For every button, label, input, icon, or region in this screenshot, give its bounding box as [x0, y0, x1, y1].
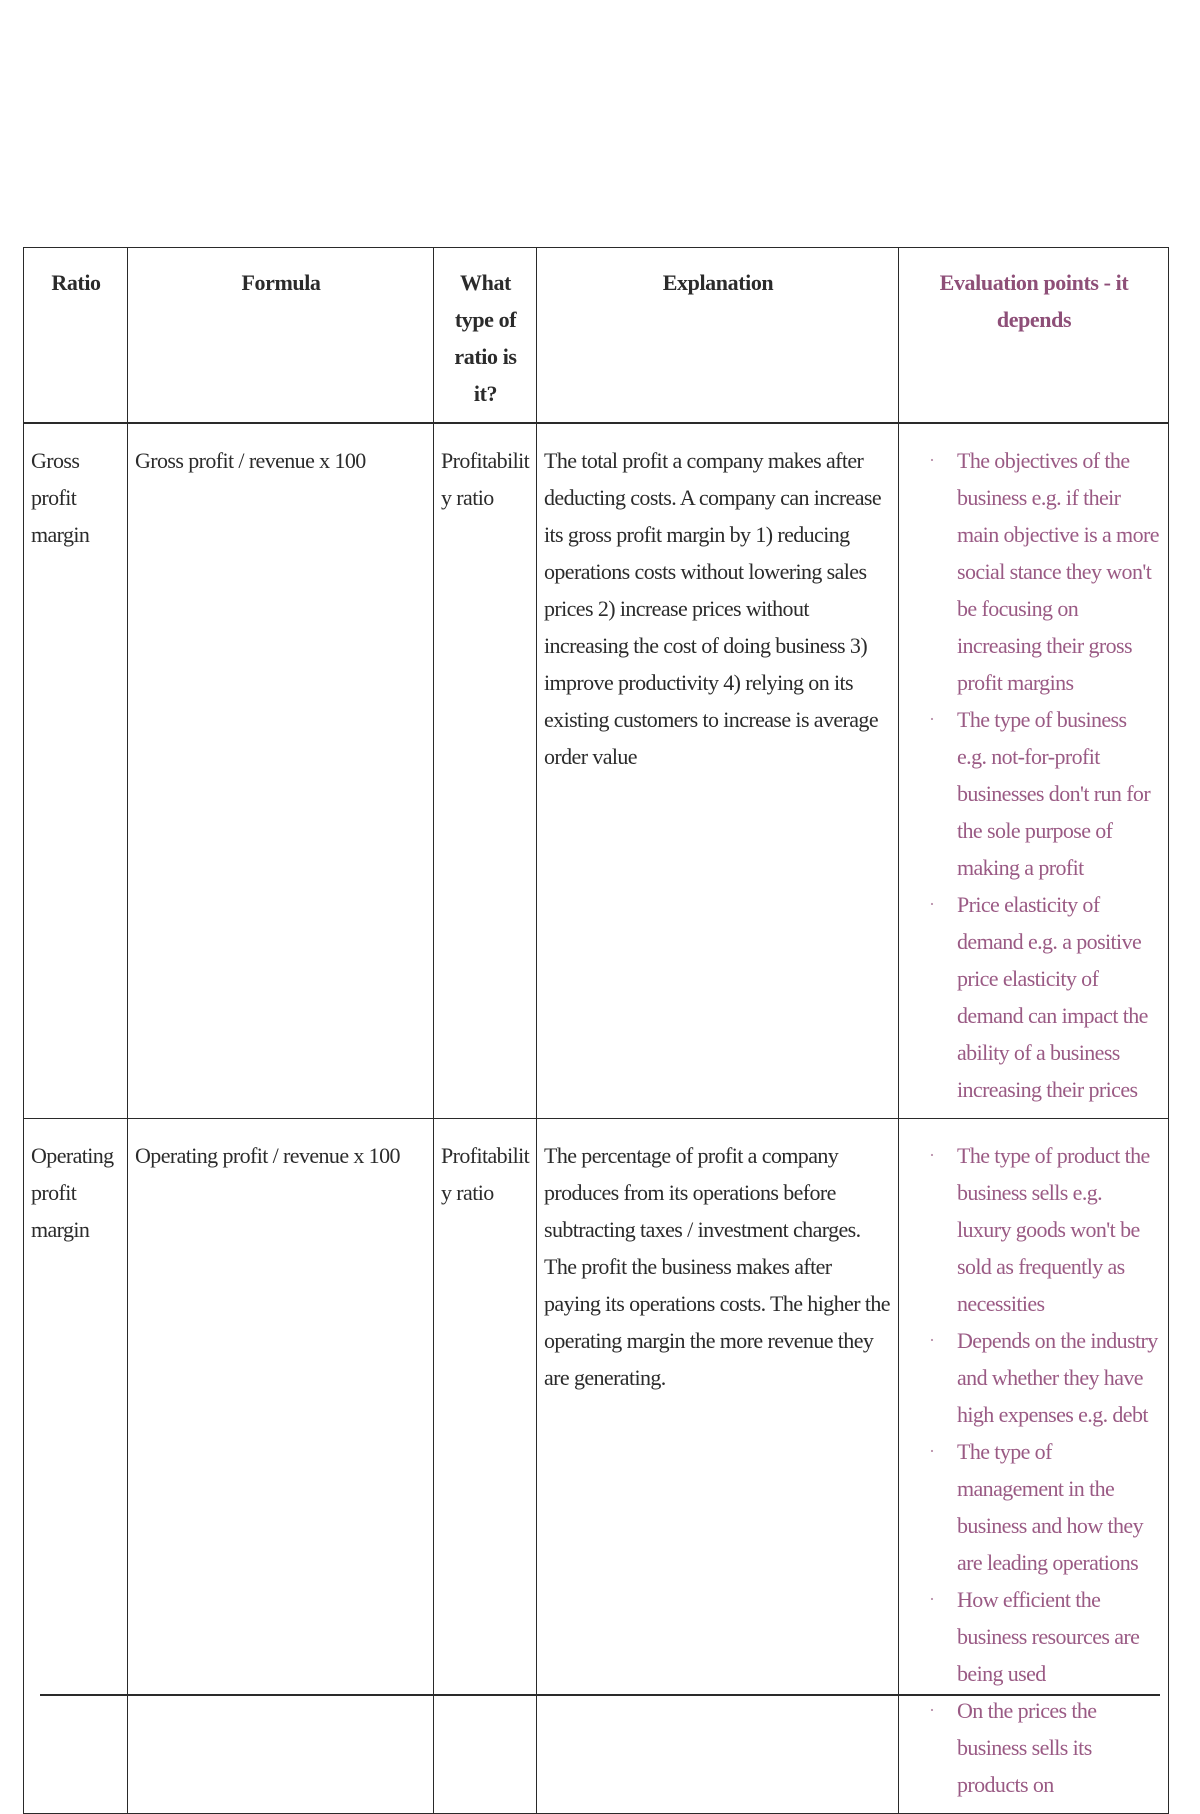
evaluation-list [929, 1137, 1160, 1803]
ratio-table [23, 247, 1169, 1814]
explanation-cell: The percentage of profit a company produces from its operations before subtracting taxes / investment charges. The profit the business makes after paying its operations costs. The higher the operating margin the more revenue they are generating. [537, 1119, 899, 1814]
evaluation-point-text: Depends on the industry and whether they have high expenses e.g. debt [957, 1328, 1158, 1427]
table-row [24, 1119, 1169, 1814]
table-header-row [24, 248, 1169, 424]
formula-cell: Operating profit / revenue x 100 [128, 1119, 434, 1814]
header-explanation: Explanation [537, 248, 899, 424]
evaluation-point [929, 701, 1160, 886]
evaluation-point-text: The type of product the business sells e.g. luxury goods won't be sold as frequently as necessities [957, 1143, 1150, 1316]
ratio-type-cell: Profitability ratio [434, 1119, 537, 1814]
bullet-icon: · [929, 1589, 935, 1609]
ratio-name-cell: Gross profit margin [24, 423, 128, 1119]
evaluation-point-text: The type of management in the business and how they are leading operations [957, 1439, 1143, 1575]
bullet-icon: · [929, 1441, 935, 1461]
bullet-icon: · [929, 1330, 935, 1350]
bullet-icon: · [929, 709, 935, 729]
evaluation-point-text: The type of business e.g. not-for-profit businesses don't run for the sole purpose of making a profit [957, 707, 1151, 880]
evaluation-point [929, 1137, 1160, 1322]
bullet-icon: · [929, 1700, 935, 1720]
bullet-icon: · [929, 1145, 935, 1165]
evaluation-point [929, 1433, 1160, 1581]
ratio-name-cell: Operating profit margin [24, 1119, 128, 1814]
evaluation-point-text: How efficient the business resources are being used [957, 1587, 1140, 1686]
evaluation-point [929, 886, 1160, 1108]
evaluation-list [929, 442, 1160, 1108]
header-type: What type of ratio is it? [434, 248, 537, 424]
formula-cell: Gross profit / revenue x 100 [128, 423, 434, 1119]
header-formula: Formula [128, 248, 434, 424]
evaluation-point-text: On the prices the business sells its products on [957, 1698, 1097, 1797]
header-evaluation: Evaluation points - it depends [899, 248, 1169, 424]
ratio-type-cell: Profitability ratio [434, 423, 537, 1119]
evaluation-point-text: The objectives of the business e.g. if their main objective is a more social stance they won't be focusing on increasing their gross profit margins [957, 448, 1159, 695]
evaluation-point [929, 1322, 1160, 1433]
explanation-cell: The total profit a company makes after deducting costs. A company can increase its gross profit margin by 1) reducing operations costs without lowering sales prices 2) increase prices without increasing the cost of doing business 3) improve productivity 4) relying on its existing customers to increase is average order value [537, 423, 899, 1119]
evaluation-point [929, 1581, 1160, 1692]
evaluation-cell [899, 1119, 1169, 1814]
header-ratio: Ratio [24, 248, 128, 424]
evaluation-cell [899, 423, 1169, 1119]
bullet-icon: · [929, 894, 935, 914]
table-row [24, 423, 1169, 1119]
evaluation-point [929, 1692, 1160, 1803]
evaluation-point-text: Price elasticity of demand e.g. a positive price elasticity of demand can impact the ability of a business increasing their prices [957, 892, 1148, 1102]
footer-divider [40, 1694, 1160, 1696]
evaluation-point [929, 442, 1160, 701]
bullet-icon: · [929, 450, 935, 470]
